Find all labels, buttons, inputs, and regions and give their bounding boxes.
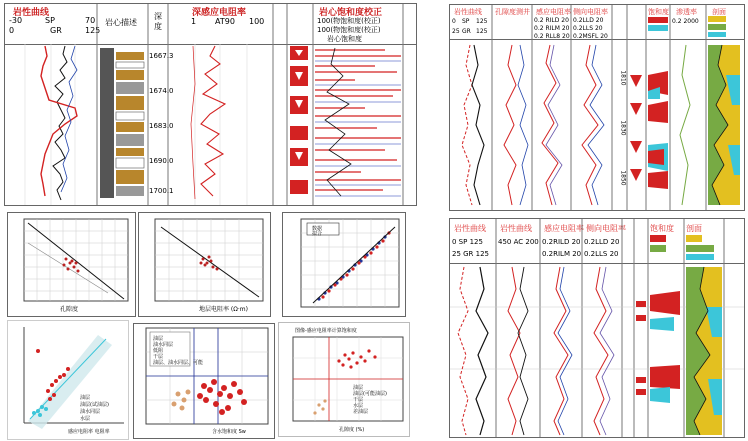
log-panel-top-left <box>4 3 417 206</box>
core-header: 岩心描述 <box>105 18 137 27</box>
lateral-header: 侧向电阻率 <box>573 8 608 16</box>
crossplot-1-xlabel: 孔隙度 <box>60 306 79 313</box>
crossplot-2-xlabel: 地层电阻率 (Ω·m) <box>199 306 248 313</box>
crossplot-6-legend: 水层 <box>353 403 364 409</box>
log-tracks-top-left <box>5 4 416 205</box>
lith2-header: 岩性曲线 <box>500 224 532 233</box>
sp-label: SP <box>462 18 470 25</box>
sp-label: 0 SP 125 <box>452 238 483 246</box>
log-tracks-bottom-right <box>450 219 744 437</box>
lith-header: 岩性曲线 <box>13 8 50 18</box>
crossplot-5-legend: 油层、油水同层、可能 <box>153 360 204 366</box>
crossplot-2-svg <box>139 213 270 316</box>
crossplot-5 <box>133 323 275 439</box>
perm-header: 渗透率 <box>676 8 697 16</box>
twentyfive-label: 25 <box>452 28 460 35</box>
lls-label: 0.2LLS 20 <box>573 25 603 32</box>
crossplot-1-svg <box>8 213 135 316</box>
crossplot-6-legend: 差油层 <box>353 409 369 415</box>
crossplot-6-legend: 油层(可能油层) <box>353 391 387 397</box>
crossplot-1 <box>7 212 136 317</box>
crossplot-6-svg <box>279 323 409 436</box>
sat-line1: 100(物饱和度(校正) <box>317 17 381 25</box>
crossplot-6-xlabel: 孔隙度 (%) <box>339 427 365 433</box>
induct-header: 感应电阻率 <box>544 224 584 233</box>
profile-header: 剖面 <box>686 224 702 233</box>
gr-min: 0 <box>9 26 15 35</box>
lateral-header: 侧向电阻率 <box>586 224 626 233</box>
profile-header: 剖面 <box>712 8 726 16</box>
crossplot-5-xlabel: 含水饱和度 Sw <box>212 429 246 435</box>
log-tracks-top-right <box>450 5 744 210</box>
gr-label: 25 GR 125 <box>452 250 490 258</box>
sat-line3: 岩心饱和度 <box>327 35 362 43</box>
resist-max: 100 <box>249 17 265 26</box>
depth-label: 1700.1 <box>149 187 174 195</box>
lls-label: 0.2LLS 20 <box>584 250 619 258</box>
sat-line2: 100(物饱和度(校正) <box>317 26 381 34</box>
crossplot-3-legend: 拟合 <box>312 231 323 237</box>
depth-label: 1850 <box>619 170 627 186</box>
depth-label: 1830 <box>619 120 627 136</box>
crossplot-3-svg <box>283 213 405 316</box>
gr-label: GR <box>50 26 62 35</box>
induct-header: 感应电阻率 <box>536 8 571 16</box>
crossplot-3 <box>282 212 406 317</box>
resist-min: 1 <box>191 17 197 26</box>
log-panel-top-right <box>449 4 745 211</box>
depth-label: 1667.3 <box>149 52 174 60</box>
crossplot-4-legend: 水层 <box>80 416 91 422</box>
gr-max: 125 <box>85 26 101 35</box>
crossplot-2 <box>138 212 271 317</box>
sat-header: 岩心饱和度校正 <box>319 8 383 18</box>
msfl-label: 0.2MSFL 20 <box>573 33 608 40</box>
crossplot-5-legend: 低阻 <box>153 348 164 354</box>
crossplot-5-legend: 油水同层 <box>153 342 174 348</box>
sp-label: SP <box>45 16 55 25</box>
rilm-label: 0.2 RILM 20 <box>534 25 570 32</box>
sp-range: 125 <box>476 18 488 25</box>
lld-label: 0.2LLD 20 <box>584 238 620 246</box>
lld-label: 0.2LLD 20 <box>573 17 604 24</box>
crossplot-4-svg <box>8 321 128 439</box>
crossplot-4-legend: 油层 <box>80 395 91 401</box>
crossplot-5-legend: 干层 <box>153 354 164 360</box>
gr-label: GR <box>462 28 471 35</box>
rll8-label: 0.2 RLL8 20 <box>534 33 570 40</box>
rild-label: 0.2RILD 20 <box>542 238 581 246</box>
sat-header: 饱和度 <box>648 8 669 16</box>
zero-label: 0 <box>452 18 456 25</box>
lith-header: 岩性曲线 <box>454 8 482 16</box>
crossplot-3-legend: 数据 <box>312 226 323 232</box>
crossplot-6-legend: 油层 <box>353 385 364 391</box>
gr-range: 125 <box>476 28 488 35</box>
sp-min: -30 <box>9 16 23 25</box>
porosity-header: 孔隙度测井 <box>495 8 530 16</box>
crossplot-6-title: 图像-感应电阻率计算饱和度 <box>295 328 357 334</box>
crossplot-6-legend: 干层 <box>353 397 364 403</box>
depth-label: 1690.0 <box>149 157 174 165</box>
resist-header: 深感应电阻率 <box>192 8 247 18</box>
depth-label: 1683.0 <box>149 122 174 130</box>
sat-header: 饱和度 <box>650 224 674 233</box>
crossplot-4 <box>7 320 129 440</box>
log-panel-bottom-right <box>449 218 745 438</box>
rilm-label: 0.2RILM 20 <box>542 250 582 258</box>
ac-label: 450 AC 200 <box>498 238 539 246</box>
crossplot-4-legend: 油层(试油层) <box>80 402 109 408</box>
lith-header: 岩性曲线 <box>454 224 486 233</box>
depth-label: 1810 <box>619 70 627 86</box>
sp-max: 70 <box>85 16 96 25</box>
crossplot-4-legend: 油水同层 <box>80 409 101 415</box>
crossplot-4-xlabel: 感应电阻率 电阻率 <box>68 429 110 435</box>
depth-header: 深度 <box>154 12 162 31</box>
resist-label: AT90 <box>215 17 235 26</box>
crossplot-5-legend: 油层 <box>153 336 164 342</box>
crossplot-6 <box>278 322 410 437</box>
rild-label: 0.2 RILD 20 <box>534 17 569 24</box>
sat-range: 0.2 2000 <box>672 18 699 25</box>
depth-label: 1674.0 <box>149 87 174 95</box>
